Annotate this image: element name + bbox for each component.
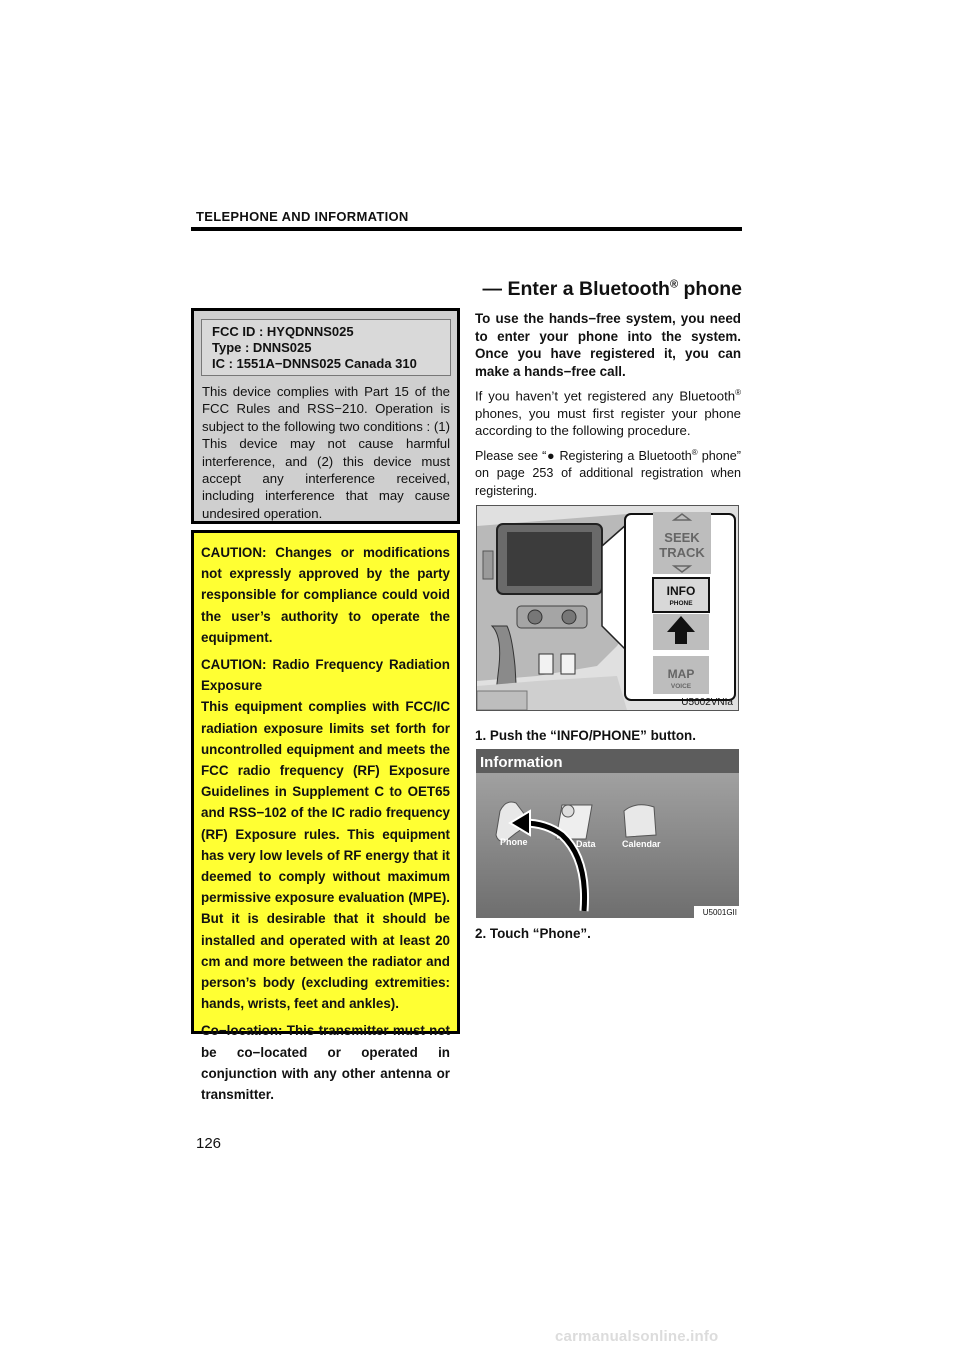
registered-mark: ®: [691, 447, 698, 457]
fcc-notice-box: [191, 308, 460, 524]
title-prefix: — Enter a Bluetooth: [482, 278, 670, 300]
figure-code: U5001GII: [702, 908, 737, 917]
fcc-compliance-text: This device complies with Part 15 of the FCC Rules and RSS−210. Operation is subject to the following two conditions : (1) This device may not cause harmful interference, and (2) this device must accept any interference received, including interference that may cause undesired operation.: [202, 384, 450, 521]
caution-rf-body: This equipment complies with FCC/IC radiation exposure limits set forth for uncontrolled equipment and meets the FCC radio frequency (RF) Exposure Guidelines in Supplement C to OET65 and RSS−102 of the IC radio frequency (RF) Exposure rules. This equipment has very low levels of RF energy that it deemed to comply without maximum permissive exposure evaluation (MPE). But it is desirable that it should be installed and operated with at least 20 cm and more between the radiator and person’s body (excluding extremities: hands, wrists, feet and ankles).: [201, 699, 450, 1012]
intro-p3-c: phone” on page 253 of additional registration when registering.: [475, 448, 742, 498]
page-number: 126: [196, 1135, 222, 1152]
caution-rf-heading: CAUTION: Radio Frequency Radiation Exposure: [201, 657, 450, 694]
intro-p2-b: phones, you must first register your phone according to the following procedure.: [475, 405, 741, 439]
data-icon-label: Data: [576, 839, 596, 849]
title-suffix: phone: [678, 278, 742, 300]
fcc-ic-line: IC : 1551A−DNNS025 Canada 310: [212, 356, 417, 371]
intro-p3-b: Registering a Bluetooth: [555, 448, 692, 463]
voice-label: VOICE: [670, 683, 692, 690]
map-label: MAP: [667, 667, 695, 681]
calendar-icon-label: Calendar: [622, 839, 661, 849]
information-screen: [476, 749, 739, 918]
seek-label: SEEK: [664, 530, 700, 545]
phone-label: PHONE: [669, 600, 693, 607]
intro-p3-a: Please see “: [475, 448, 547, 463]
bullet-icon: ●: [546, 448, 556, 463]
information-screen-figure: [476, 749, 739, 918]
info-label: INFO: [666, 584, 696, 598]
fcc-id-box: [201, 319, 451, 376]
section-title: [480, 278, 742, 301]
dashboard-figure: [476, 505, 739, 711]
header-rule: [191, 227, 742, 231]
screen-title: Information: [480, 754, 563, 771]
track-label: TRACK: [659, 545, 705, 560]
step-1: 1. Push the “INFO/PHONE” button.: [475, 728, 696, 743]
calendar-icon: [624, 805, 656, 837]
section-header: TELEPHONE AND INFORMATION: [196, 209, 409, 224]
caution-box: [191, 530, 460, 1103]
dashboard-illustration: [477, 506, 738, 710]
fcc-id-line: FCC ID : HYQDNNS025: [212, 324, 354, 339]
fcc-type-line: Type : DNNS025: [212, 340, 312, 355]
caution-rf-exposure: [201, 654, 450, 1014]
intro-bold-text: To use the hands−free system, you need to enter your phone into the system. Once you have registered it, you can make a hands−free call.: [475, 311, 741, 379]
watermark: carmanualsonline.info: [555, 1328, 719, 1345]
phone-icon-label: Phone: [500, 837, 528, 847]
registered-mark: ®: [669, 278, 679, 291]
caution-colocation: Co−location: This transmitter must not be co−located or operated in conjunction with any other antenna or transmitter.: [201, 1023, 450, 1103]
intro-register-text: [475, 384, 741, 440]
intro-see-page-text: [475, 444, 741, 500]
caution-modifications: CAUTION: Changes or modifications not expressly approved by the party responsible for compliance could void the user’s authority to operate the equipment.: [201, 545, 450, 645]
figure-code: U5002VNIa: [681, 697, 733, 708]
intro-column: [475, 310, 741, 504]
intro-p2-a: If you haven’t yet registered any Bluetooth: [475, 388, 736, 404]
registered-mark: ®: [735, 388, 741, 397]
step-2: 2. Touch “Phone”.: [475, 926, 591, 941]
